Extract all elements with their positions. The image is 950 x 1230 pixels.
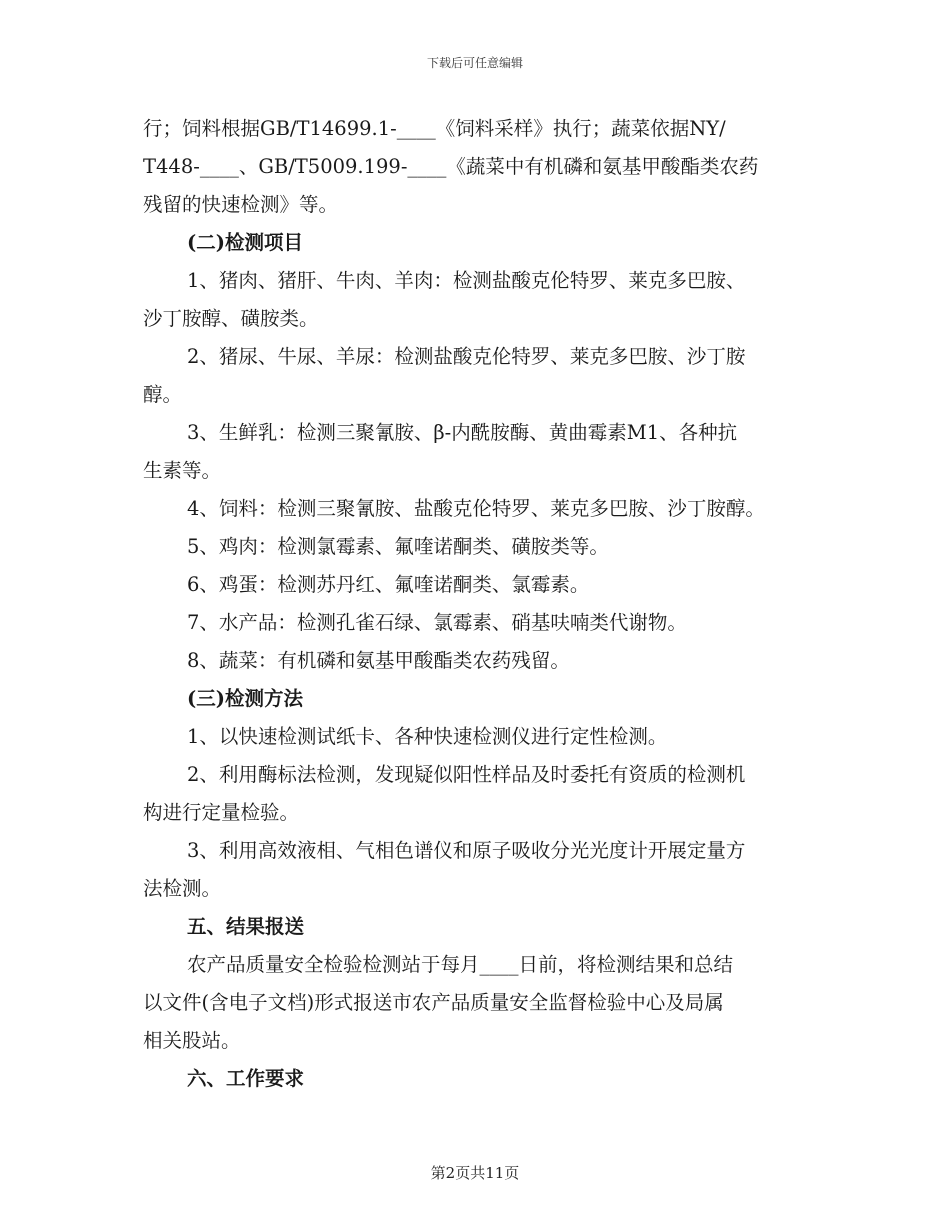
page-number: 第2页共11页: [430, 1164, 520, 1182]
section-heading: 六、工作要求: [187, 1067, 305, 1090]
paragraph-line: 沙丁胺醇、磺胺类。: [143, 307, 319, 330]
section-heading: 五、结果报送: [187, 915, 305, 938]
paragraph-line: 2、利用酶标法检测，发现疑似阳性样品及时委托有资质的检测机: [187, 763, 746, 786]
paragraph-line: 相关股站。: [143, 1029, 241, 1052]
paragraph-line: 5、鸡肉：检测氯霉素、氟喹诺酮类、磺胺类等。: [187, 535, 609, 558]
paragraph-line: T448-____、GB/T5009.199-____《蔬菜中有机磷和氨基甲酸酯类农药: [143, 155, 759, 178]
section-heading: (二)检测项目: [187, 231, 303, 254]
section-heading: (三)检测方法: [187, 687, 303, 710]
page-header: 下载后可任意编辑: [426, 56, 523, 70]
paragraph-line: 农产品质量安全检验检测站于每月____日前，将检测结果和总结: [187, 953, 734, 976]
paragraph-line: 6、鸡蛋：检测苏丹红、氟喹诺酮类、氯霉素。: [187, 573, 590, 596]
paragraph-line: 行；饲料根据GB/T14699.1-____《饲料采样》执行；蔬菜依据NY/: [143, 117, 726, 140]
paragraph-line: 1、猪肉、猪肝、牛肉、羊肉：检测盐酸克伦特罗、莱克多巴胺、: [187, 269, 746, 292]
paragraph-line: 8、蔬菜：有机磷和氨基甲酸酯类农药残留。: [187, 649, 570, 672]
paragraph-line: 醇。: [143, 383, 183, 406]
paragraph-line: 法检测。: [143, 877, 222, 900]
paragraph-line: 1、以快速检测试纸卡、各种快速检测仪进行定性检测。: [187, 725, 668, 748]
paragraph-line: 生素等。: [143, 459, 222, 482]
paragraph-line: 7、水产品：检测孔雀石绿、氯霉素、硝基呋喃类代谢物。: [187, 611, 687, 634]
paragraph-line: 残留的快速检测》等。: [143, 193, 339, 216]
paragraph-line: 3、生鲜乳：检测三聚氰胺、β-内酰胺酶、黄曲霉素M1、各种抗: [187, 421, 738, 444]
paragraph-line: 2、猪尿、牛尿、羊尿：检测盐酸克伦特罗、莱克多巴胺、沙丁胺: [187, 345, 746, 368]
document-body: [143, 111, 811, 1096]
paragraph-line: 以文件(含电子文档)形式报送市农产品质量安全监督检验中心及局属: [143, 991, 724, 1014]
paragraph-line: 3、利用高效液相、气相色谱仪和原子吸收分光光度计开展定量方: [187, 839, 746, 862]
paragraph-line: 4、饲料：检测三聚氰胺、盐酸克伦特罗、莱克多巴胺、沙丁胺醇。: [187, 497, 765, 520]
paragraph-line: 构进行定量检验。: [143, 801, 300, 824]
